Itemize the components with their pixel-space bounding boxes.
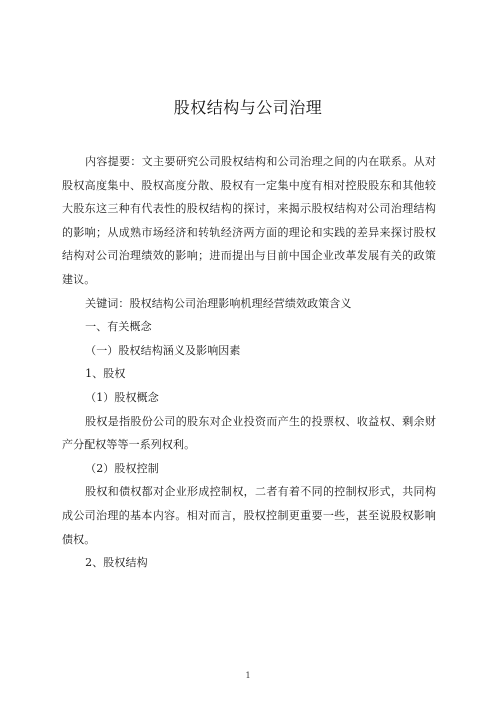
subitem-heading: （1）股权概念 — [85, 390, 159, 404]
subitem-heading: （2）股权控制 — [85, 461, 159, 475]
subsection-heading: （一）股权结构涵义及影响因素 — [85, 343, 241, 357]
body-paragraph: 股权和债权都对企业形成控制权，二者有着不同的控制权形式，共同构成公司治理的基本内容。相对而言，股权控制更重要一些，甚至说股权影响债权。 — [62, 485, 436, 546]
keywords-paragraph: 关键词：股权结构公司治理影响机理经营绩效政策含义 — [85, 296, 352, 310]
item-heading: 2、股权结构 — [85, 556, 148, 570]
abstract-paragraph: 内容提要：文主要研究公司股权结构和公司治理之间的内在联系。从对股权高度集中、股权高度分散、股权有一定集中度有相对控股股东和其他较大股东这三种有代表性的股权结构的探讨，来揭示股权结构对公司治理结构的影响；从成熟市场经济和转轨经济两方面的理论和实践的差异来探讨股权结构对公司治理绩效的影响；进而提出与目前中国企业改革发展有关的政策建议。 — [62, 155, 436, 286]
section-heading: 一、有关概念 — [85, 320, 152, 334]
document-title: 股权结构与公司治理 — [173, 98, 323, 117]
page-number: 1 — [245, 671, 251, 680]
item-heading: 1、股权 — [85, 367, 126, 381]
document-body — [62, 150, 436, 575]
body-paragraph: 股权是指股份公司的股东对企业投资而产生的投票权、收益权、剩余财产分配权等等一系列权利。 — [62, 414, 436, 452]
